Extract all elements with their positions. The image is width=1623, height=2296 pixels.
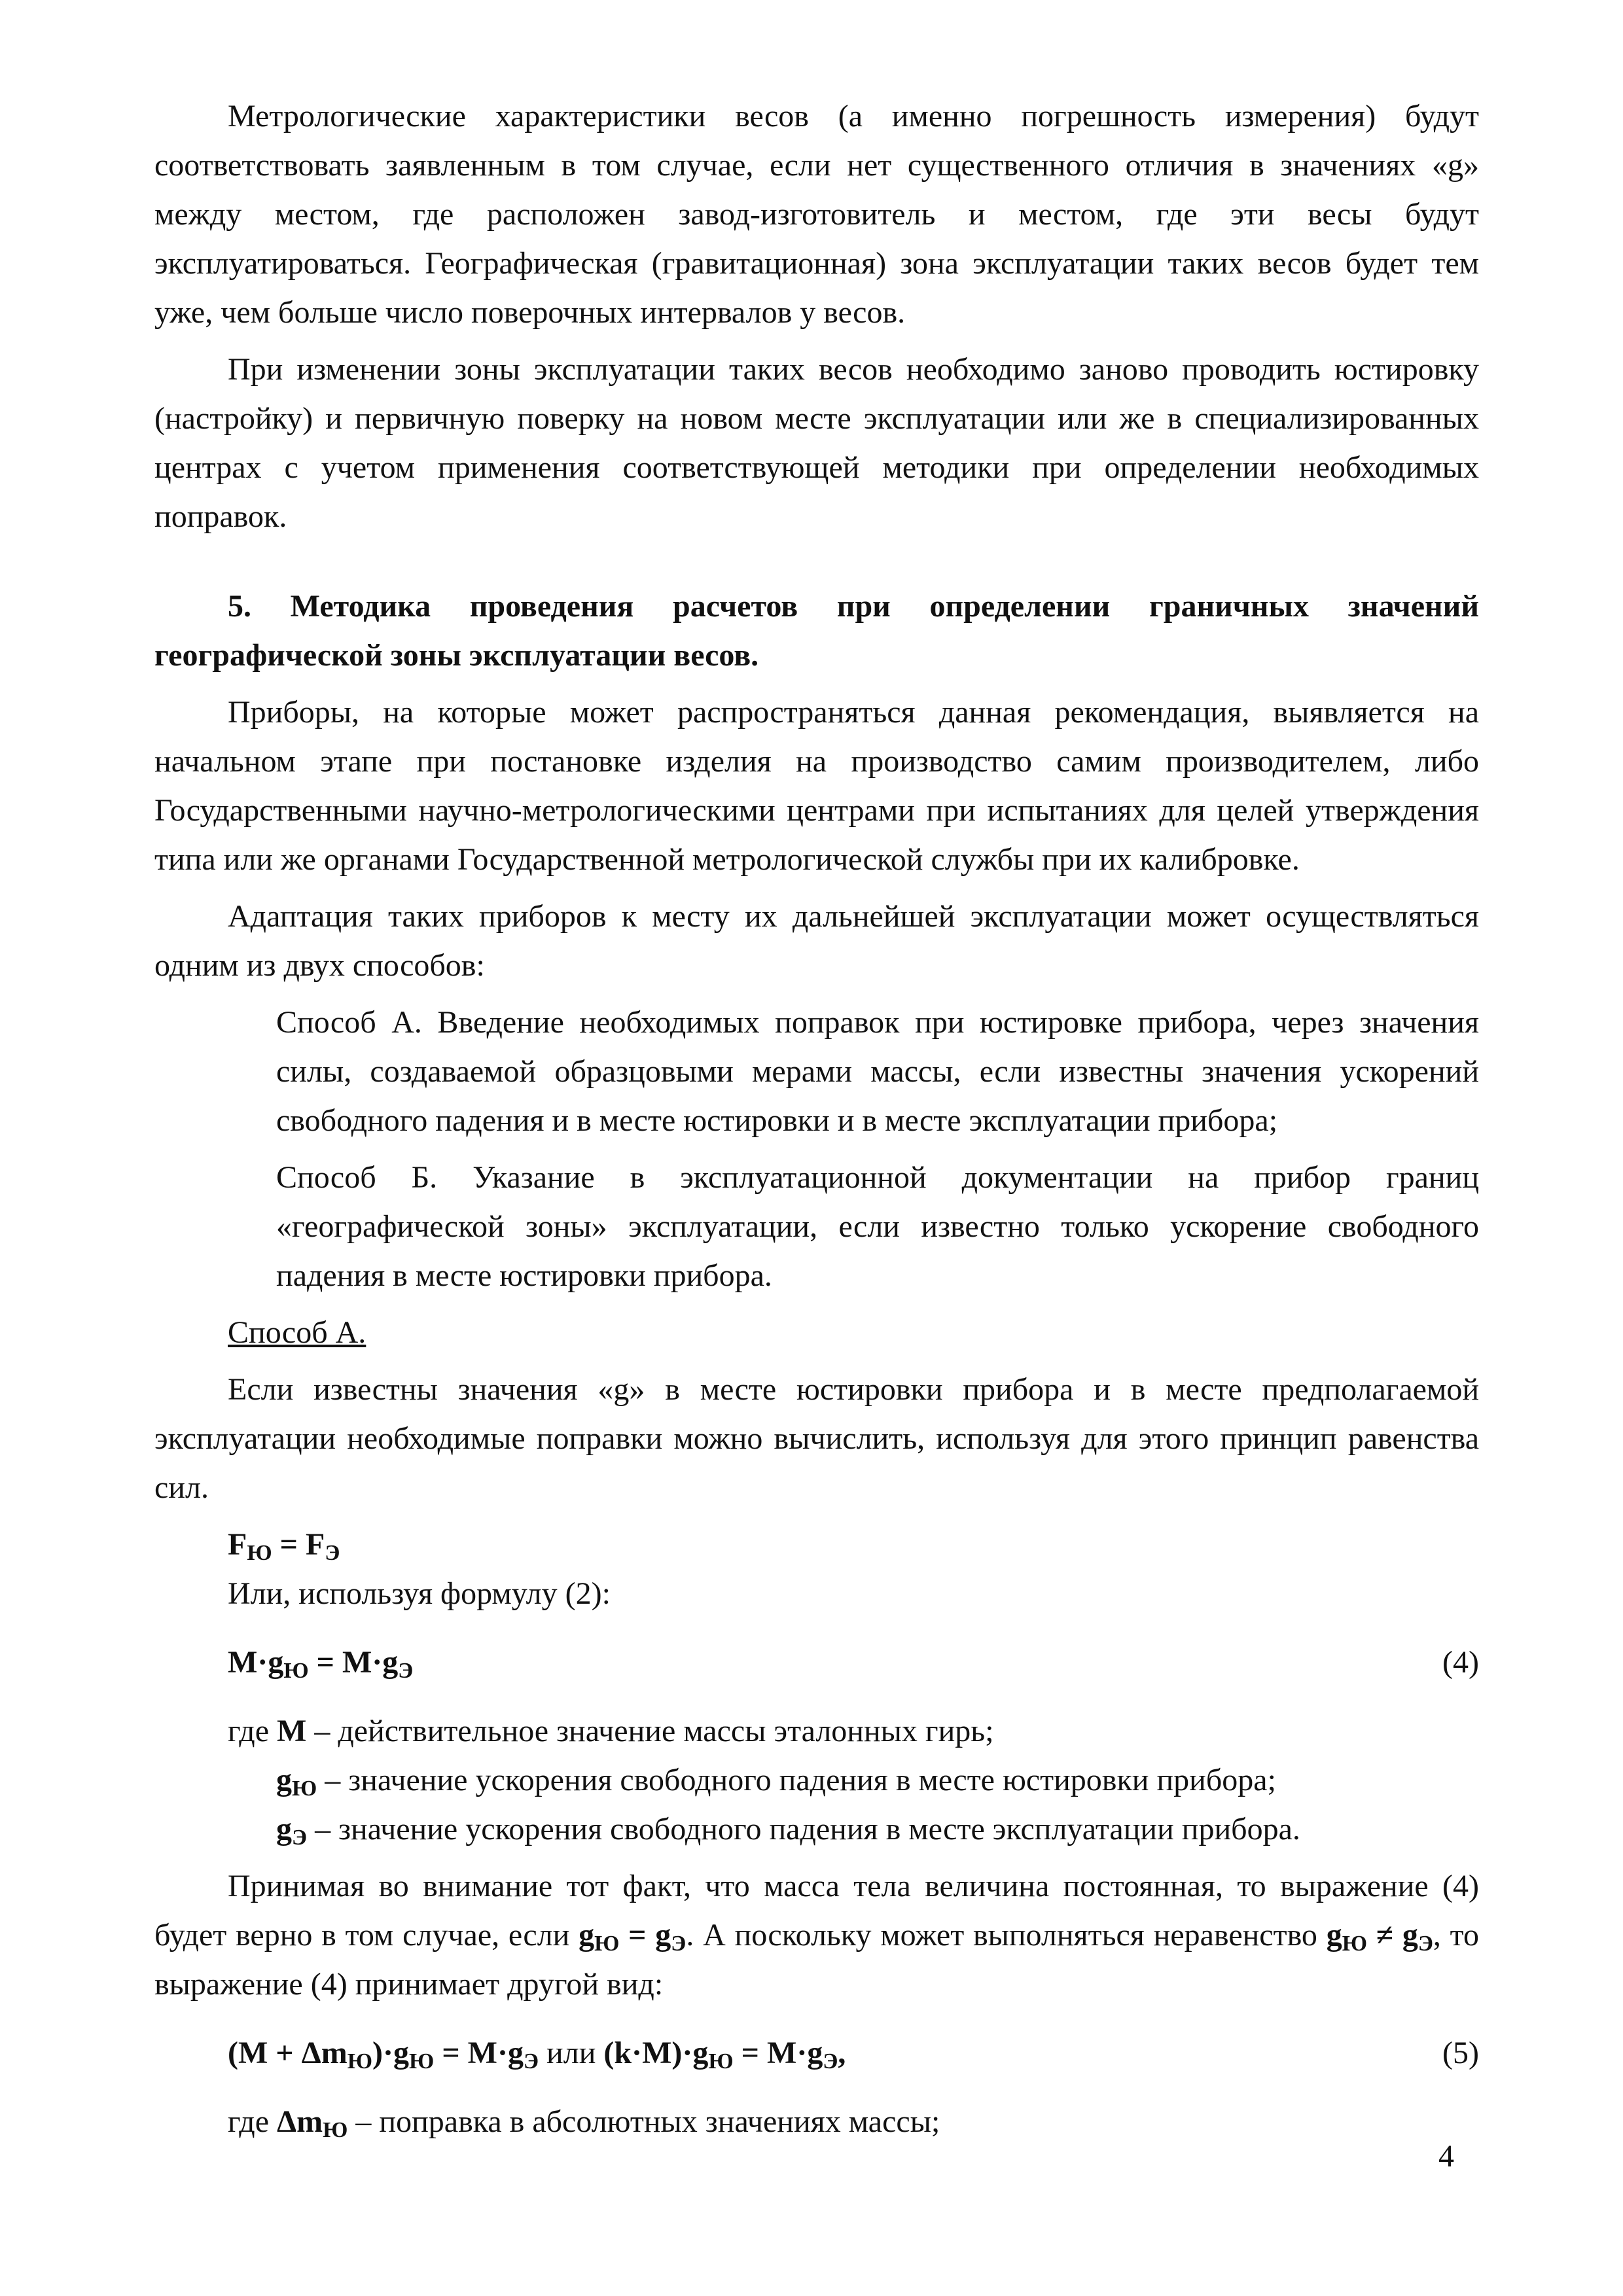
definition-g-e-symbol: g	[276, 1812, 292, 1846]
paragraph-mass-constant	[154, 1862, 1479, 2009]
mass-constant-part1: Принимая во внимание тот факт, что масса тела величина постоянная, то выражение (4) будет верно в том случае, если	[154, 1869, 1479, 1952]
formula-force-lhs-sub: Ю	[247, 1541, 272, 1565]
formula-force-rhs: F	[305, 1527, 325, 1562]
mass-constant-eq-left-sub: Ю	[594, 1932, 620, 1956]
definition-g-e-sub: Э	[292, 1826, 308, 1850]
definition-M-text: – действительное значение массы эталонных гирь;	[306, 1714, 994, 1748]
formula-5-part1: (M + Δm	[228, 2036, 348, 2070]
mass-constant-eq-left: g	[579, 1918, 595, 1952]
formula-force-lhs: F	[228, 1527, 247, 1562]
formula-5-or: или	[539, 2036, 604, 2070]
definition-delta-m-symbol: Δm	[277, 2104, 323, 2139]
mass-constant-part2: . А поскольку может выполняться неравенство	[686, 1918, 1327, 1952]
definition-g-yu-text: – значение ускорения свободного падения в месте юстировки прибора;	[317, 1763, 1276, 1797]
mass-constant-eq-right-sub: Э	[671, 1932, 687, 1956]
formula-4-number: (4)	[1442, 1645, 1479, 1680]
paragraph-devices: Приборы, на которые может распространяться данная рекомендация, выявляется на начальном этапе при постановке изделия на производство самим производителем, либо Государственными научно-метрологическими центрами при испытаниях для целей утверждения типа или же органами Государственной метрологической службы при их калибровке.	[154, 695, 1479, 877]
mass-constant-neq-right: g	[1402, 1918, 1418, 1952]
paragraph-zone-change: При изменении зоны эксплуатации таких весов необходимо заново проводить юстировку (настройку) и первичную поверку на новом месте эксплуатации или же в специализированных центрах с учетом применения соответствующей методики при определении необходимых поправок.	[154, 352, 1479, 534]
mass-constant-neq-left-sub: Ю	[1342, 1932, 1367, 1956]
definition-delta-m	[228, 2097, 1479, 2146]
paragraph-adaptation: Адаптация таких приборов к месту их дальнейшей эксплуатации может осуществляться одним из двух способов:	[154, 899, 1479, 983]
mass-constant-neq-mid: ≠	[1366, 1918, 1402, 1952]
formula-5-part5: = M·g	[733, 2036, 823, 2070]
formula-5-part4: (k·M)·g	[603, 2036, 709, 2070]
definition-M-symbol: M	[277, 1714, 307, 1748]
formula-force-rhs-sub: Э	[325, 1541, 340, 1565]
page-number: 4	[1438, 2139, 1454, 2174]
mass-constant-neq-right-sub: Э	[1418, 1932, 1433, 1956]
formula-5-part3: = M·g	[434, 2036, 524, 2070]
method-a-subheading: Способ А.	[228, 1315, 366, 1350]
section-heading: 5. Методика проведения расчетов при определении граничных значений географической зоны эксплуатации весов.	[154, 589, 1479, 673]
definition-g-e-text: – значение ускорения свободного падения в месте эксплуатации прибора.	[307, 1812, 1300, 1846]
formula-5-part1-sub: Ю	[347, 2049, 373, 2074]
mass-constant-neq-left: g	[1326, 1918, 1342, 1952]
mass-constant-eq-mid: =	[619, 1918, 656, 1952]
formula-4-b-sub: Э	[398, 1659, 414, 1683]
formula-5-number: (5)	[1442, 2036, 1479, 2070]
mass-constant-part3: , то выражение (4) принимает другой вид:	[154, 1918, 1480, 2002]
paragraph-metrological-characteristics: Метрологические характеристики весов (а именно погрешность измерения) будут соответствовать заявленным в том случае, если нет существенного отличия в значениях «g» между местом, где расположен завод-изготовитель и местом, где эти весы будут эксплуатироваться. Географическая (гравитационная) зона эксплуатации таких весов будет тем уже, чем больше число поверочных интервалов у весов.	[154, 99, 1479, 330]
formula-5-part4-sub: Ю	[708, 2049, 734, 2074]
definition-delta-m-sub: Ю	[323, 2118, 348, 2142]
method-a-description: Способ А. Введение необходимых поправок при юстировке прибора, через значения силы, создаваемой образцовыми мерами массы, если известны значения ускорений свободного падения и в месте юстировки и в месте эксплуатации прибора;	[276, 1005, 1479, 1138]
formula-4-a-sub: Ю	[283, 1659, 309, 1683]
formula-5-part5-sub: Э	[823, 2049, 838, 2074]
formula-5-tail: ,	[838, 2036, 846, 2070]
formula-5	[228, 2028, 1479, 2077]
or-using-formula-text: Или, используя формулу (2):	[228, 1576, 611, 1611]
definition-g-yu-sub: Ю	[292, 1776, 317, 1801]
definition-delta-m-text: – поправка в абсолютных значениях массы;	[348, 2104, 940, 2139]
formula-4	[228, 1638, 1479, 1687]
formula-5-part2: )·g	[372, 2036, 410, 2070]
formula-4-a: M·g	[228, 1645, 284, 1680]
formula-5-part3-sub: Э	[523, 2049, 539, 2074]
formula-4-b: M·g	[342, 1645, 399, 1680]
definition-g-yu	[276, 1756, 1479, 1805]
paragraph-known-g: Если известны значения «g» в месте юстировки прибора и в месте предполагаемой эксплуатации необходимые поправки можно вычислить, используя для этого принцип равенства сил.	[154, 1372, 1479, 1505]
formula-4-eq: =	[308, 1645, 342, 1680]
definition-g-yu-symbol: g	[276, 1763, 292, 1797]
page-content	[154, 92, 1479, 2146]
formula-force-eq: =	[272, 1527, 306, 1562]
formula-5-part2-sub: Ю	[409, 2049, 435, 2074]
method-b-description: Способ Б. Указание в эксплуатационной документации на прибор границ «географической зоны» эксплуатации, если известно только ускорение свободного падения в месте юстировки прибора.	[276, 1160, 1479, 1293]
definition-delta-m-intro: где	[228, 2104, 277, 2139]
definition-M-intro: где	[228, 1714, 277, 1748]
formula-force-equality	[228, 1520, 1479, 1569]
definition-M	[228, 1706, 1479, 1756]
mass-constant-eq-right: g	[655, 1918, 671, 1952]
definition-g-e	[276, 1805, 1479, 1854]
